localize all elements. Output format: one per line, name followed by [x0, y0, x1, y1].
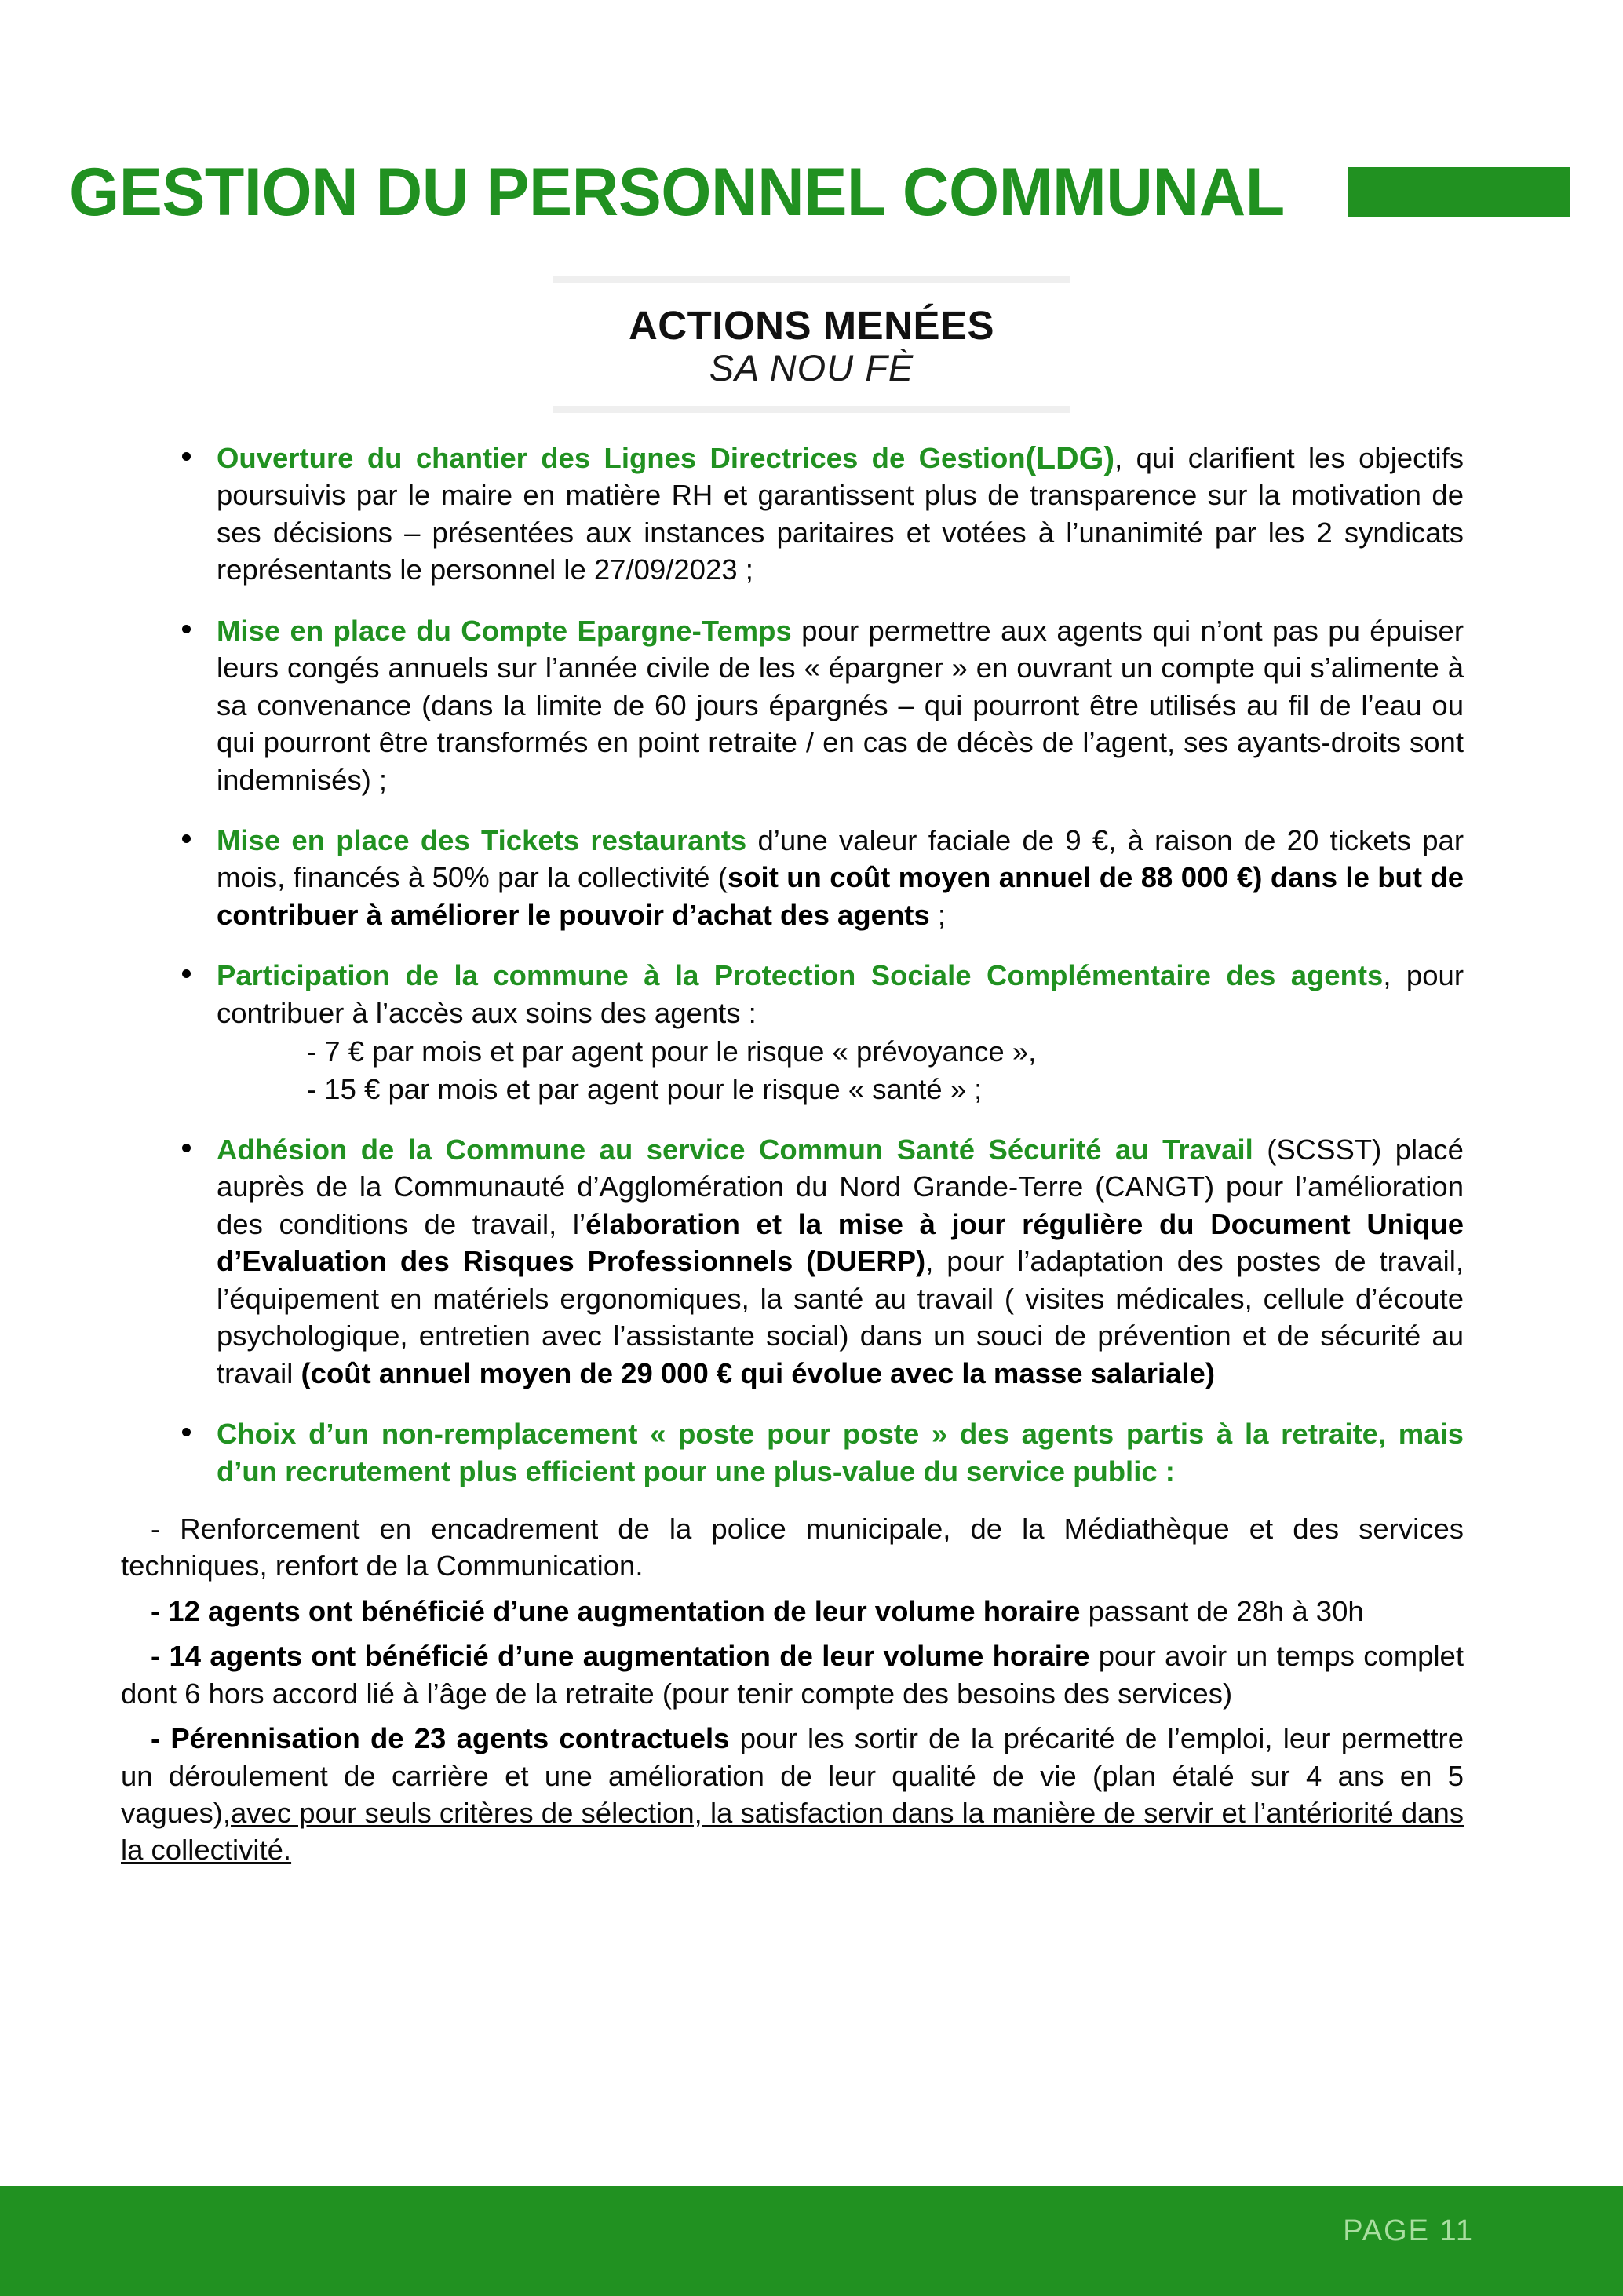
bullet-dot-icon [182, 1144, 191, 1152]
paragraph-underlined: avec pour seuls critères de sélection, la satisfaction dans la manière de servir et l’antériorité dans la collectivité. [121, 1797, 1464, 1867]
green-block-decoration-icon [1348, 167, 1570, 217]
section-subtitle: SA NOU FÈ [709, 347, 914, 389]
list-item [169, 1131, 1464, 1392]
paragraph-text: pour avoir un temps complet dont 6 hors accord lié à l’âge de la retraite (pour tenir compte des besoins des services) [121, 1640, 1464, 1710]
page-header [69, 146, 1570, 239]
bullet-lead: Participation de la commune à la Protection Sociale Complémentaire des agents [217, 959, 1384, 992]
paragraph-14-agents [121, 1637, 1464, 1712]
document-body [121, 440, 1464, 1869]
divider-top [553, 276, 1070, 283]
paragraph-text: pour les sortir de la précarité de l’emploi, leur permettre un déroulement de carrière et une amélioration de leur qualité de vie (plan étalé sur 4 ans en 5 vagues), [121, 1722, 1464, 1829]
paragraph-renforcement [121, 1510, 1464, 1585]
bullet-text: (SCSST) placé auprès de la Communauté d’Agglomération du Nord Grande-Terre (CANGT) pour l’amélioration des conditions de travail, l’ [217, 1133, 1464, 1240]
bullet-text-bold: soit un coût moyen annuel de 88 000 €) dans le but de contribuer à améliorer le pouvoir d’achat des agents [217, 861, 1464, 931]
bullet-text-bold-2: (coût annuel moyen de 29 000 € qui évolue avec la masse salariale) [301, 1356, 1216, 1389]
paragraph-12-agents [121, 1593, 1464, 1630]
bullet-text-bold: élaboration et la mise à jour régulière du Document Unique d’Evaluation des Risques Professionnels (DUERP) [217, 1207, 1464, 1278]
bullet-text: pour permettre aux agents qui n’ont pas pu épuiser leurs congés annuels sur l’année civile de les « épargner » en ouvrant un compte qui s’alimente à sa convenance (dans la limite de 60 jours épargnés – qui pourront être utilisés au fil de l’eau ou qui pourront être transformés en point retraite / en cas de décès de l’agent, ses ayants-droits sont indemnisés) ; [217, 614, 1464, 796]
bullet-lead: Ouverture du chantier des Lignes Directrices de Gestion [217, 442, 1026, 474]
list-item [169, 440, 1464, 589]
bullet-lead: Adhésion de la Commune au service Commun Santé Sécurité au Travail [217, 1133, 1253, 1166]
sub-list-item: - 15 € par mois et par agent pour le risque « santé » ; [307, 1072, 983, 1105]
bullet-dot-icon [182, 1428, 191, 1436]
page-footer [0, 2186, 1623, 2296]
paragraph-bold: - 14 agents ont bénéficié d’une augmentation de leur volume horaire [151, 1640, 1090, 1673]
divider-bottom [553, 406, 1070, 413]
bullet-text-tail: ; [929, 898, 946, 931]
paragraph-perennisation [121, 1720, 1464, 1869]
section-title: ACTIONS MENÉES [628, 303, 995, 348]
paragraph-text: passant de 28h à 30h [1080, 1594, 1364, 1627]
bullet-text: d’une valeur faciale de 9 €, à raison de 20 tickets par mois, financés à 50% par la collectivité ( [217, 823, 1464, 894]
bullet-lead: Choix d’un non-remplacement « poste pour poste » des agents partis à la retraite, mais d’un recrutement plus efficient pour une plus-value du service public : [217, 1418, 1464, 1487]
paragraph-bold: - Pérennisation de 23 agents contractuels [151, 1722, 730, 1755]
sub-list-item: - 7 € par mois et par agent pour le risque « prévoyance », [307, 1035, 1037, 1068]
list-item [169, 957, 1464, 1108]
list-item [169, 612, 1464, 798]
bullet-lead: Mise en place du Compte Epargne-Temps [217, 614, 792, 647]
bullet-text: , pour contribuer à l’accès aux soins des agents : [217, 959, 1464, 1029]
list-item [169, 1415, 1464, 1490]
bullet-text: , qui clarifient les objectifs poursuivis par le maire en matière RH et garantissent plus de transparence sur la motivation de ses décisions – présentées aux instances paritaires et votées à l’unanimité par les 2 syndicats représentants le personnel le 27/09/2023 ; [217, 442, 1464, 586]
bullet-dot-icon [182, 834, 191, 843]
bullet-text-tail: , pour l’adaptation des postes de travail, l’équipement en matériels ergonomiques, la santé au travail ( visites médicales, cellule d’écoute psychologique, entretien avec l’assistante social) dans un souci de prévention et de sécurité au travail [217, 1245, 1464, 1389]
page-number: PAGE 11 [1343, 2214, 1474, 2247]
paragraph-text: - Renforcement en encadrement de la police municipale, de la Médiathèque et des services techniques, renfort de la Communication. [121, 1512, 1464, 1582]
bullet-dot-icon [182, 452, 191, 461]
bullet-lead: Mise en place des Tickets restaurants [217, 823, 747, 856]
page-title: GESTION DU PERSONNEL COMMUNAL [69, 155, 1285, 230]
paragraph-bold: - 12 agents ont bénéficié d’une augmentation de leur volume horaire [151, 1594, 1081, 1627]
list-item [169, 822, 1464, 933]
sub-list [307, 1033, 1464, 1108]
section-header [0, 276, 1623, 413]
bullet-dot-icon [182, 969, 191, 978]
bullet-dot-icon [182, 625, 191, 633]
bullet-lead-paren: (LDG) [1025, 440, 1115, 476]
